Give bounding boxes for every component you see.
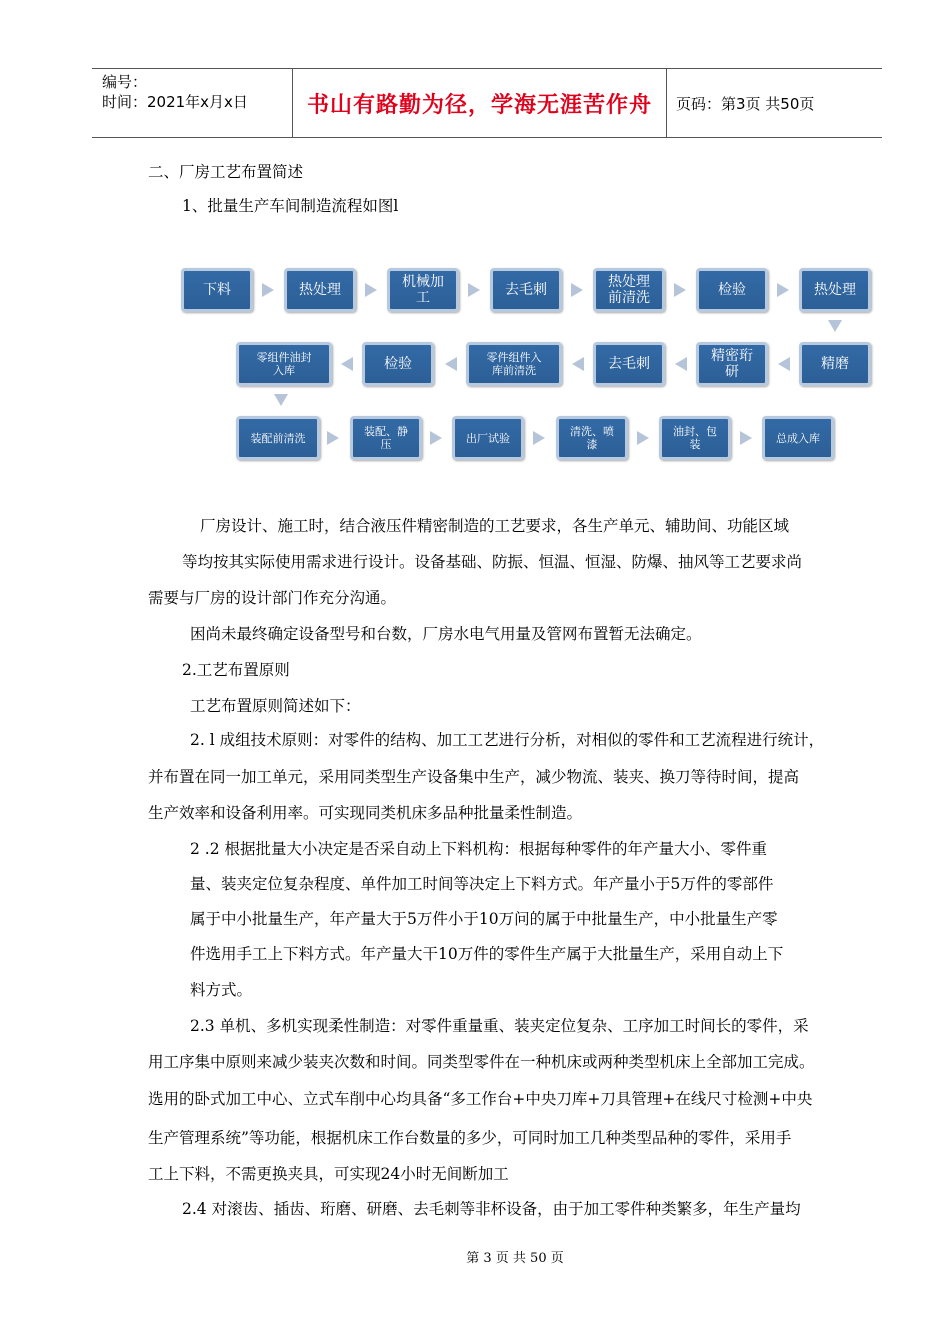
flow-step-deburr-1: 去毛刺	[490, 268, 562, 312]
flow-arrow-right-icon	[327, 431, 339, 445]
flow-arrow-right-icon	[571, 283, 583, 297]
flow-arrow-left-icon	[572, 357, 584, 371]
paragraph-2: 困尚未最终确定设备型号和台数，厂房水电气用量及管网布置暂无法确定。	[190, 625, 702, 643]
header-motto-cell	[292, 69, 667, 137]
flow-step-factory-test: 出厂试验	[452, 416, 524, 460]
flow-arrow-left-icon	[341, 357, 353, 371]
paragraph-6-line-2: 用工序集中原则来减少装夹次数和时间。同类型零件在一种机床或两种类型机床上全部加工完成。	[148, 1053, 815, 1071]
flow-arrow-left-icon	[675, 357, 687, 371]
section-title: 二、厂房工艺布置简述	[148, 163, 304, 181]
paragraph-1-line-2: 等均按其实际使用需求进行设计。设备基础、防振、恒温、恒湿、防爆、抽风等工艺要求尚	[182, 553, 803, 571]
paragraph-5-line-1: 2 .2 根据批量大小决定是否采自动上下料机构：根据每种零件的年产量大小、零件重	[190, 840, 768, 858]
subsection-title-2: 2.工艺布置原则	[182, 661, 290, 679]
doc-number-label: 编号：	[102, 73, 148, 91]
paragraph-5-line-2: 量、装夹定位复杂程度、单件加工时间等决定上下料方式。年产量小于5万件的零部件	[190, 875, 774, 893]
flow-arrow-right-icon	[365, 283, 377, 297]
paragraph-5-line-5: 料方式。	[190, 981, 253, 999]
paragraph-7-line-1: 2.4 对滚齿、插齿、珩磨、研磨、去毛刺等非杯设备，由于加工零件种类繁多，年生产量均	[182, 1200, 801, 1218]
paragraph-4-line-2: 并布置在同一加工单元，采用同类型生产设备集中生产，减少物流、装夹、换刀等待时间，提高	[148, 768, 800, 786]
flow-arrow-right-icon	[430, 431, 442, 445]
flow-arrow-left-icon	[778, 357, 790, 371]
flow-step-heat-treatment-2: 热处理	[799, 268, 871, 312]
paragraph-6-line-3: 选用的卧式加工中心、立式车削中心均具备“多工作台+中央刀库+刀具管理+在线尺寸检测+中央	[148, 1090, 813, 1108]
flow-arrow-down-icon	[828, 320, 842, 332]
flow-arrow-right-icon	[740, 431, 752, 445]
page-footer: 第 3 页 共 50 页	[466, 1251, 564, 1266]
flow-step-precision-honing: 精密珩 研	[696, 342, 768, 386]
flow-step-fine-grinding: 精磨	[799, 342, 871, 386]
paragraph-6-line-1: 2.3 单机、多机实现柔性制造：对零件重量重、装夹定位复杂、工序加工时间长的零件，采	[190, 1017, 809, 1035]
paragraph-5-line-4: 件选用手工上下料方式。年产量大干10万件的零件生产属于大批量生产，采用自动上下	[190, 945, 784, 963]
flow-step-inspection-2: 检验	[362, 342, 434, 386]
paragraph-6-line-5: 工上下料，不需更换夹具，可实现24小时无间断加工	[148, 1165, 509, 1183]
flow-arrow-left-icon	[445, 357, 457, 371]
flow-step-pre-storage-clean: 零件组件入 库前清洗	[466, 342, 562, 386]
flow-step-oil-seal-pack: 油封、包 装	[659, 416, 731, 460]
header-motto: 书山有路勤为径，学海无涯苦作舟	[306, 93, 652, 118]
flow-step-inspection-1: 检验	[696, 268, 768, 312]
flow-step-final-storage: 总成入库	[762, 416, 834, 460]
paragraph-3: 工艺布置原则简述如下：	[190, 697, 361, 715]
flow-step-pre-heat-clean: 热处理 前清洗	[593, 268, 665, 312]
flow-step-pre-assembly-clean: 装配前清洗	[236, 416, 320, 460]
flow-step-machining: 机械加 工	[387, 268, 459, 312]
header-page-info: 页码：第3页 共50页	[676, 95, 815, 113]
flow-step-oil-seal-storage: 零组件油封 入库	[236, 342, 332, 386]
flow-arrow-down-icon	[274, 394, 288, 406]
flow-arrow-right-icon	[468, 283, 480, 297]
flow-step-cutting: 下料	[181, 268, 253, 312]
paragraph-5-line-3: 属于中小批量生产，年产量大于5万件小于10万问的属于中批量生产，中小批量生产零	[190, 910, 778, 928]
flow-step-heat-treatment-1: 热处理	[284, 268, 356, 312]
paragraph-1-line-1: 厂房设计、施工时，结合液压件精密制造的工艺要求，各生产单元、辅助间、功能区域	[200, 517, 790, 535]
flow-step-deburr-2: 去毛刺	[593, 342, 665, 386]
paragraph-4-line-1: 2. l 成组技术原则：对零件的结构、加工工艺进行分析，对相似的零件和工艺流程进行统计，	[190, 731, 825, 749]
subsection-title-1: 1、批量生产车间制造流程如图l	[182, 197, 399, 215]
flow-arrow-right-icon	[262, 283, 274, 297]
flow-step-assembly-press: 装配、静 压	[350, 416, 422, 460]
flow-arrow-right-icon	[777, 283, 789, 297]
flow-arrow-right-icon	[637, 431, 649, 445]
paragraph-1-line-3: 需要与厂房的设计部门作充分沟通。	[148, 589, 397, 607]
doc-time-label: 时间：2021年x月x日	[102, 93, 248, 111]
flow-step-clean-paint: 清洗、喷 漆	[556, 416, 628, 460]
header-meta-cell	[92, 69, 292, 137]
header-page-cell	[666, 69, 882, 137]
flow-arrow-right-icon	[674, 283, 686, 297]
flow-arrow-right-icon	[533, 431, 545, 445]
paragraph-4-line-3: 生产效率和设备利用率。可实现同类机床多品种批量柔性制造。	[148, 804, 583, 822]
paragraph-6-line-4: 生产管理系统”等功能，根据机床工作台数量的多少，可同时加工几种类型品种的零件，采用手	[148, 1129, 792, 1147]
page-header	[92, 68, 882, 138]
